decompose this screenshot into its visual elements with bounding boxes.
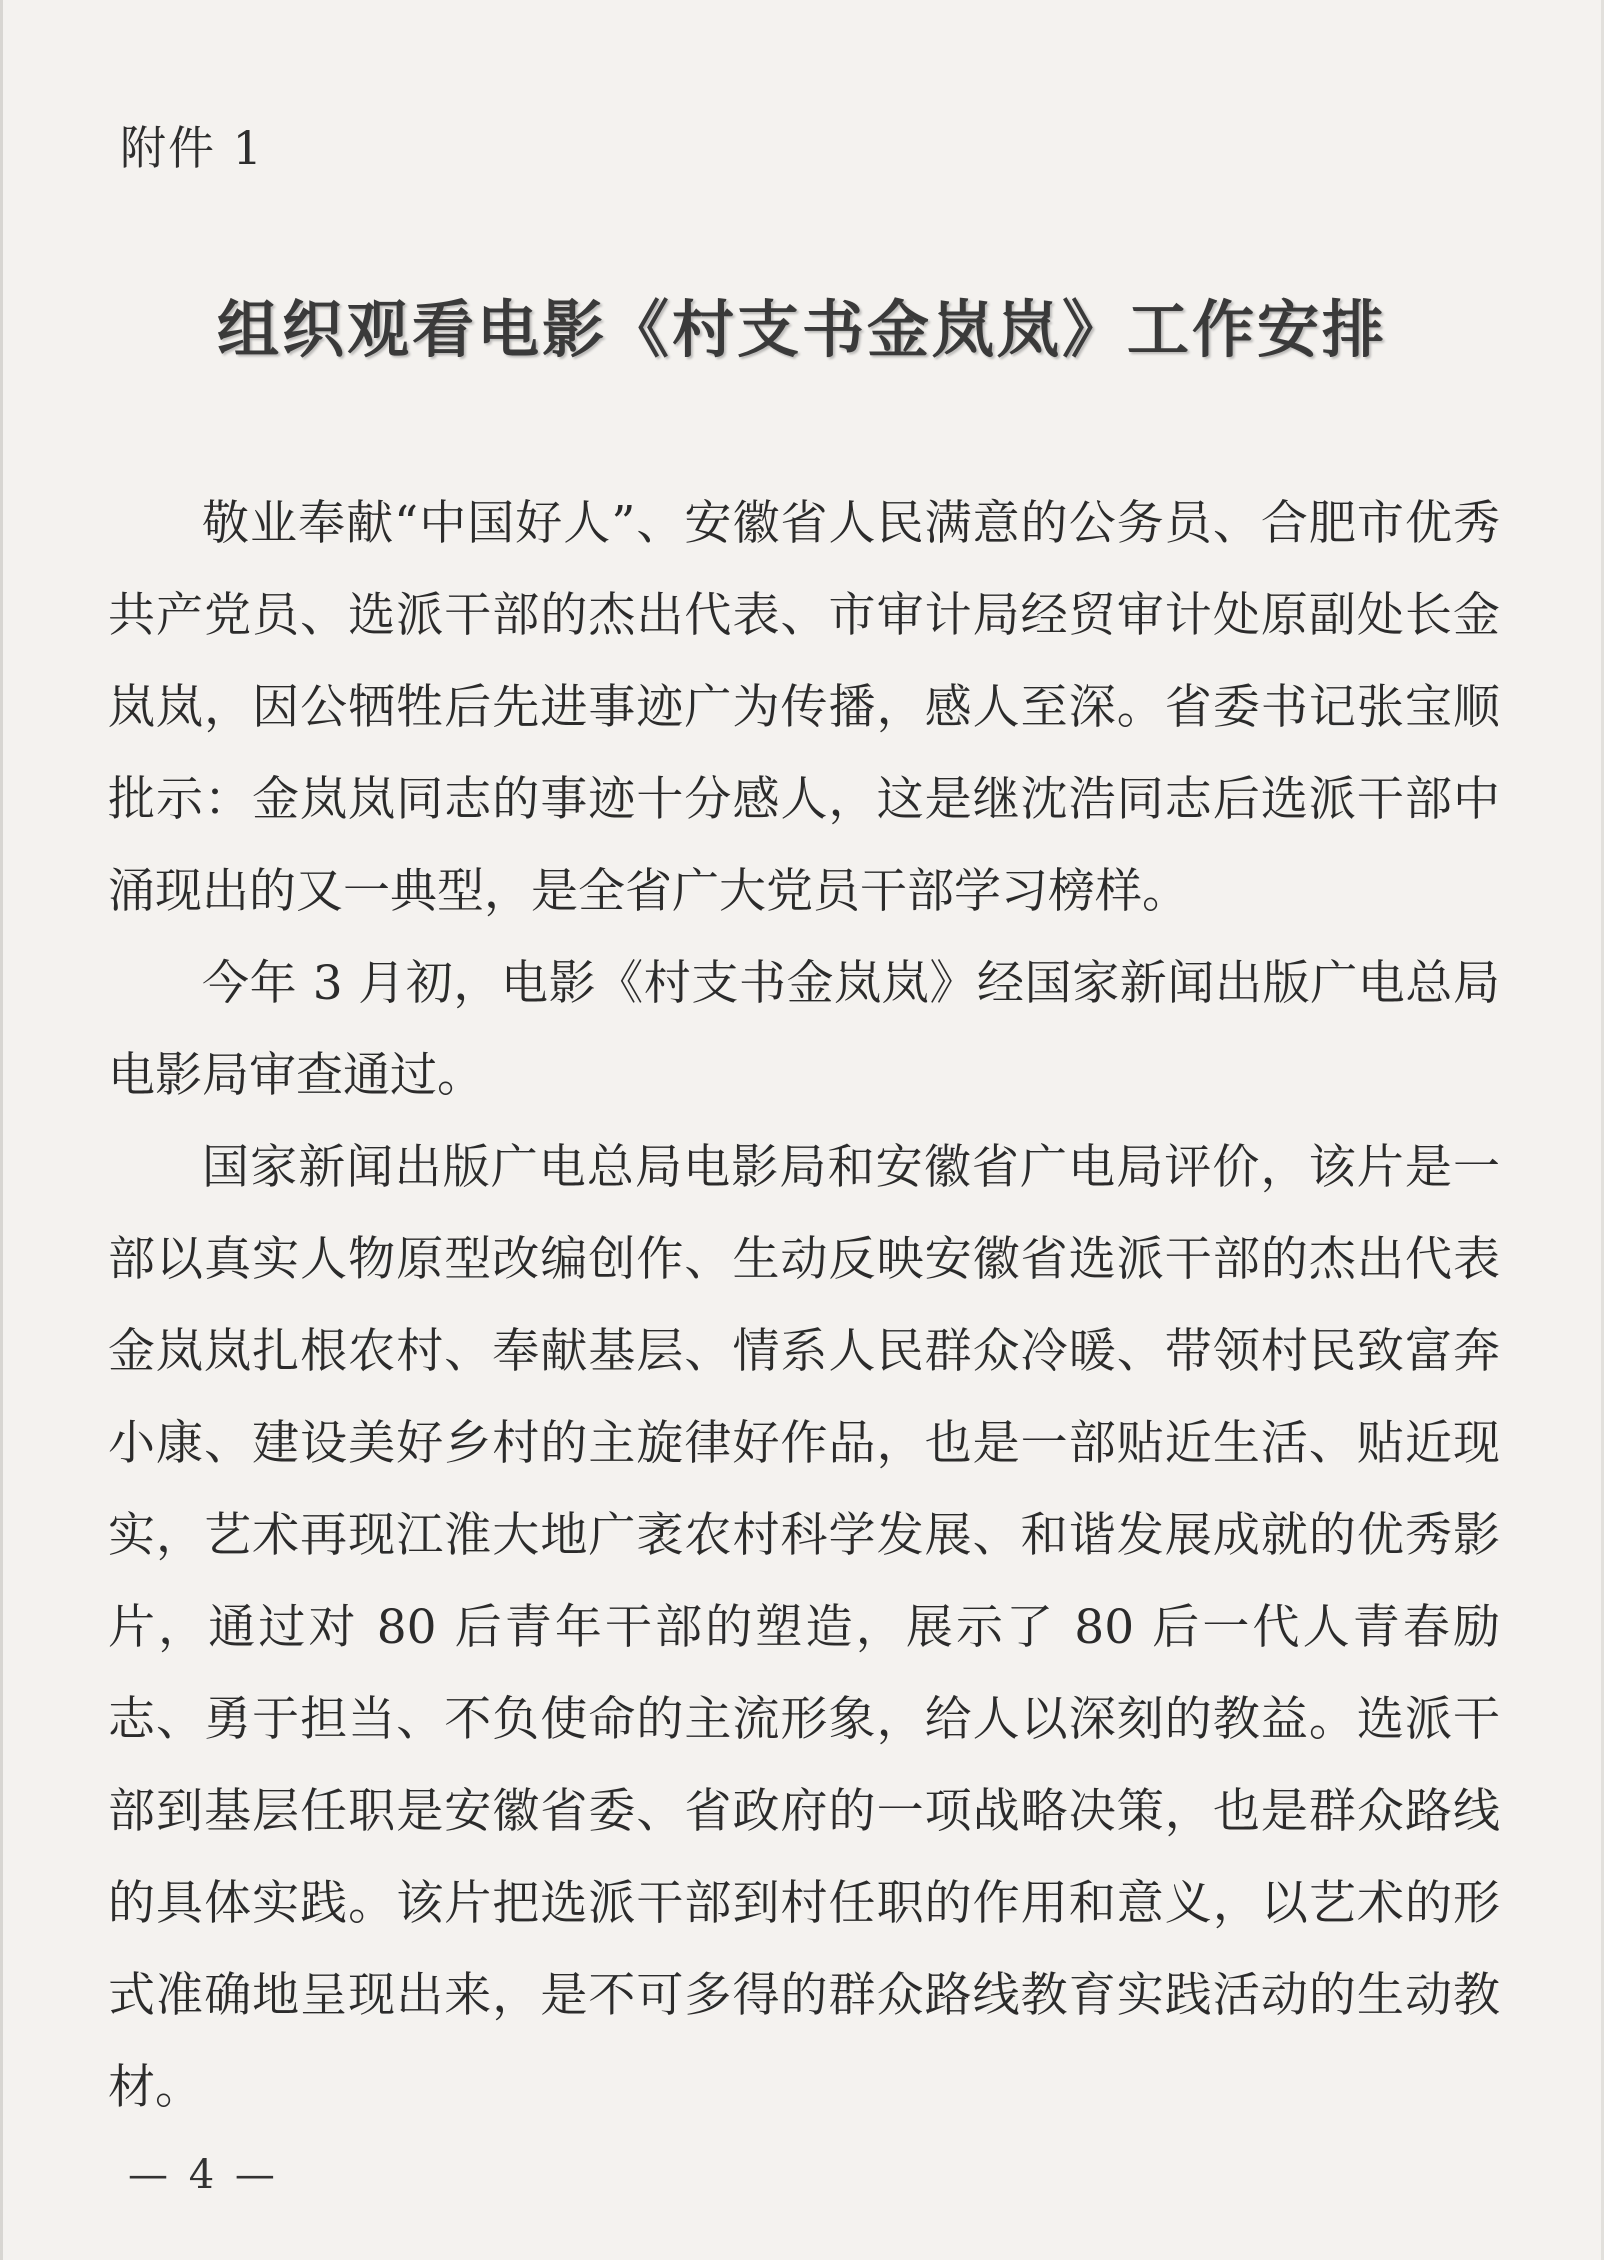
paragraph: 国家新闻出版广电总局电影局和安徽省广电局评价，该片是一部以真实人物原型改编创作、生动反映安徽省选派干部的杰出代表金岚岚扎根农村、奉献基层、情系人民群众冷暖、带领村民致富奔小康、建设美好乡村的主旋律好作品，也是一部贴近生活、贴近现实，艺术再现江淮大地广袤农村科学发展、和谐发展成就的优秀影片，通过对 80 后青年干部的塑造，展示了 80 后一代人青春励志、勇于担当、不负使命的主流形象，给人以深刻的教益。选派干部到基层任职是安徽省委、省政府的一项战略决策，也是群众路线的具体实践。该片把选派干部到村任职的作用和意义，以艺术的形式准确地呈现出来，是不可多得的群众路线教育实践活动的生动教材。 [108,1140,1500,2115]
page-number: — 4 — [128,2152,279,2198]
document-body [108,478,1500,2134]
document-title: 组织观看电影《村支书金岚岚》工作安排 [216,293,1387,366]
attachment-label: 附件 1 [120,121,264,175]
paragraph: 今年 3 月初，电影《村支书金岚岚》经国家新闻出版广电总局电影局审查通过。 [108,956,1500,1103]
paragraph: 敬业奉献“中国好人”、安徽省人民满意的公务员、合肥市优秀共产党员、选派干部的杰出代表、市审计局经贸审计处原副处长金岚岚，因公牺牲后先进事迹广为传播，感人至深。省委书记张宝顺批示：金岚岚同志的事迹十分感人，这是继沈浩同志后选派干部中涌现出的又一典型，是全省广大党员干部学习榜样。 [108,496,1500,919]
